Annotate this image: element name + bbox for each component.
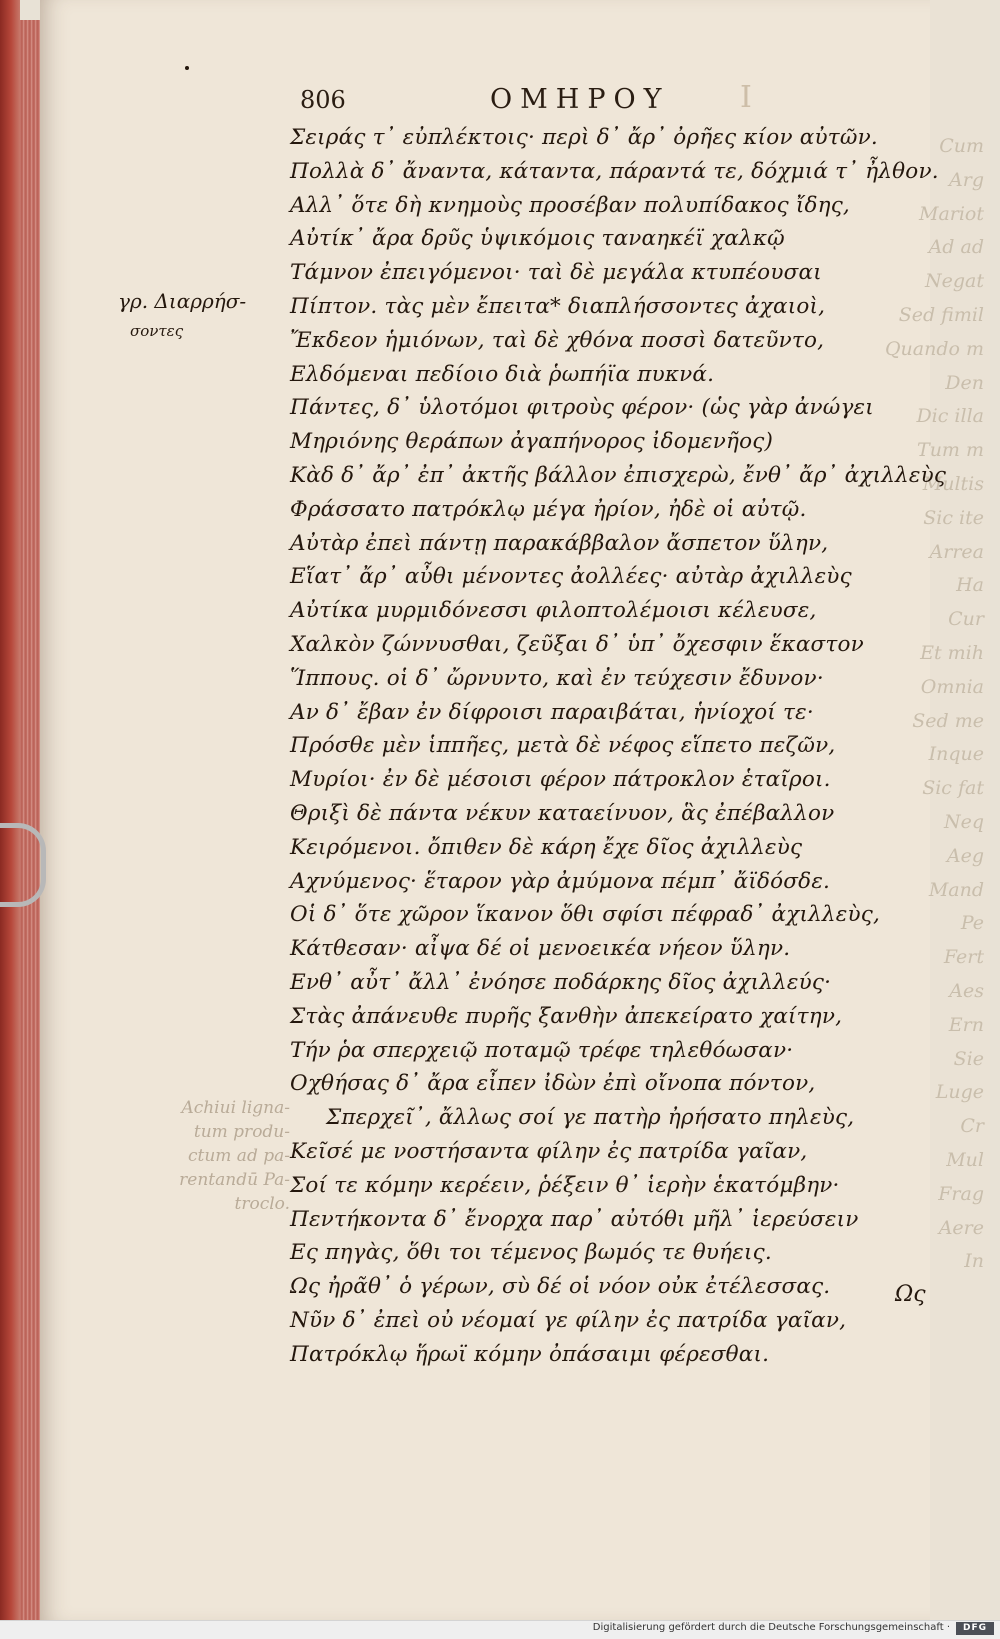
verse-line: Αὐτίκα μυρμιδόνεσσι φιλοπτολέμοισι κέλευσε, [290,598,817,624]
verse-line: Κάτθεσαν· αἶψα δέ οἱ μενοεικέα νήεον ὕλην. [290,936,791,962]
next-page-ghost-word: Negat [925,270,984,293]
verse-line: Τάμνον ἐπειγόμενοι· ταὶ δὲ μεγάλα κτυπέουσαι [290,260,822,286]
catchword: Ως [895,1282,926,1307]
next-page-ghost-word: Sed me [912,709,984,732]
next-page-ghost-word: Sie [953,1047,984,1070]
next-page-ghost-word: Quando m [884,337,984,360]
next-page-ghost-word: Mand [928,878,984,901]
verse-line: Αὐτίκ᾽ ἄρα δρῦς ὑψικόμοις ταναηκέϊ χαλκῷ [290,226,785,252]
verse-line: Πατρόκλῳ ἥρωϊ κόμην ὀπάσαιμι φέρεσθαι. [290,1341,770,1367]
next-page-ghost-word: Aeg [946,844,984,867]
verse-block [290,121,950,1371]
verse-line: Πεντήκοντα δ᾽ ἔνορχα παρ᾽ αὐτόθι μῆλ᾽ ἱερεύσειν [290,1206,859,1232]
next-page-ghost-word: Luge [935,1081,984,1104]
footer-credit: Digitalisierung gefördert durch die Deutsche Forschungsgemeinschaft · [592,1622,950,1633]
next-page-ghost-word: Arg [949,168,984,191]
verse-line: Αλλ᾽ ὅτε δὴ κνημοὺς προσέβαν πολυπίδακος ἴδης, [290,192,850,218]
next-page-ghost-word: Neq [943,811,984,833]
verse-line: Σοί τε κόμην κερέειν, ῥέξειν θ᾽ ἱερὴν ἑκατόμβην· [290,1172,840,1198]
next-page-ghost-word: Sic fat [922,777,984,800]
verse-line: Φράσσατο πατρόκλῳ μέγα ἠρίον, ἠδὲ οἱ αὐτῷ. [290,496,807,522]
verse-line: Αὐτὰρ ἐπεὶ πάντῃ παρακάββαλον ἄσπετον ὕλην, [290,530,829,556]
verse-line: Οἱ δ᾽ ὅτε χῶρον ἵκανον ὅθι σφίσι πέφραδ᾽ ἀχιλλεὺς, [290,902,881,928]
verse-line: Εἵατ᾽ ἄρ᾽ αὖθι μένοντες ἀολλέες· αὐτὰρ ἀχιλλεὺς [290,564,852,590]
margin-note-latin-line: tum produ- [193,1122,290,1142]
next-page-ghost-word: Ern [948,1013,984,1036]
verse-line: Αν δ᾽ ἔβαν ἐν δίφροισι παραιβάται, ἡνίοχοί τε· [290,699,814,725]
verse-line: Νῦν δ᾽ ἐπεὶ οὐ νέομαί γε φίλην ἐς πατρίδα γαῖαν, [290,1307,847,1333]
verse-line: Σειράς τ᾽ εὐπλέκτοις· περὶ δ᾽ ἄρ᾽ ὀρῆες κίον αὐτῶν. [290,125,878,150]
verse-line: Πίπτον. τὰς μὲν ἔπειτα* διαπλήσσοντες ἀχαιοὶ, [290,293,826,319]
next-page-ghost-word: Sic ite [923,506,984,529]
margin-note-greek-line: γρ. Διαρρήσ- [118,289,247,313]
next-page-ghost-word: Arrea [929,540,984,563]
page-header [300,80,950,126]
verse-line: Πρόσθε μὲν ἱππῆες, μετὰ δὲ νέφος εἵπετο πεζῶν, [290,733,836,759]
margin-note-latin-line: rentandū Pa- [179,1170,290,1190]
verse-line: Κεῖσέ με νοστήσαντα φίλην ἐς πατρίδα γαῖαν, [290,1138,808,1164]
next-page-ghost-word: Mul [946,1149,984,1171]
next-page-ghost-word: Et mih [920,642,984,664]
next-page-ghost-word: Sed fimil [898,304,984,326]
next-page-ghost-word: Cur [948,608,984,631]
next-page-ghost-word: Cum [939,135,984,157]
margin-note-latin [140,1096,290,1216]
ink-dot [185,66,189,70]
next-page-ghost-word: Frag [938,1182,984,1205]
margin-note-latin-line: troclo. [234,1194,290,1214]
verse-line: Κὰδ δ᾽ ἄρ᾽ ἐπ᾽ ἀκτῆς βάλλον ἐπισχερὼ, ἔνθ᾽ ἄρ᾽ ἀχιλλεὺς [290,462,947,488]
next-page-ghost-word: Cr [960,1115,984,1138]
margin-note-latin-line: Achiui ligna- [181,1098,290,1118]
verse-line: Μηριόνης θεράπων ἀγαπήνορος ἰδομενῆος) [290,429,774,455]
next-page-ghost-word: Pe [960,912,984,935]
next-page-ghost-word: Inque [928,743,984,766]
next-page-ghost-word: Aes [949,980,984,1002]
verse-line: Πολλὰ δ᾽ ἄναντα, κάταντα, πάραντά τε, δόχμιά τ᾽ ἦλθον. [290,158,939,184]
verse-line: Κειρόμενοι. ὄπιθεν δὲ κάρη ἔχε δῖος ἀχιλλεὺς [290,834,803,860]
verse-line: Ες πηγὰς, ὅθι τοι τέμενος βωμός τε θυήεις. [290,1240,772,1266]
verse-line: Οχθήσας δ᾽ ἄρα εἶπεν ἰδὼν ἐπὶ οἴνοπα πόντον, [290,1071,816,1097]
margin-note-greek [118,286,288,346]
running-title: ΟΜΗΡΟΥ [490,84,670,115]
page-clip [0,823,46,907]
bleed-through-initial: Ι [740,80,752,115]
next-page-ghost-word: Multis [922,473,984,495]
book-spine [0,0,20,1620]
next-page-ghost-word: Dic illa [916,405,984,428]
page-number: 806 [300,86,346,114]
verse-line: Ως ἠρᾶθ᾽ ὁ γέρων, σὺ δέ οἱ νόον οὐκ ἐτέλεσσας. [290,1274,831,1300]
verse-line: Ἵππους. οἱ δ᾽ ὤρνυντο, καὶ ἐν τεύχεσιν ἔδυνον· [290,665,824,691]
next-page-ghost-word: Den [945,371,984,394]
verse-line: Θριξὶ δὲ πάντα νέκυν καταείνυον, ἃς ἐπέβαλλον [290,800,835,826]
margin-note-latin-line: ctum ad pa- [187,1146,290,1166]
dfg-logo: DFG [956,1622,994,1635]
next-page-ghost-word: Mariot [918,202,984,225]
verse-line: Τήν ῥα σπερχειῷ ποταμῷ τρέφε τηλεθόωσαν· [290,1037,794,1063]
verse-line: Στὰς ἀπάνευθε πυρῆς ξανθὴν ἀπεκείρατο χαίτην, [290,1003,843,1029]
verse-line: Ελδόμεναι πεδίοιο διὰ ῥωπήϊα πυκνά. [290,361,715,387]
next-page-ghost-word: In [964,1250,984,1273]
next-page-ghost-word: Omnia [920,675,984,698]
page-edges [20,20,42,1620]
verse-line: Πάντες, δ᾽ ὑλοτόμοι φιτροὺς φέρον· (ὡς γὰρ ἀνώγει [290,395,874,421]
verse-line: Σπερχεῖ᾽, ἄλλως σοί γε πατὴρ ἠρήσατο πηλεὺς, [326,1105,855,1131]
next-page-ghost-word: Tum m [917,439,984,462]
verse-line: Αχνύμενος· ἕταρον γὰρ ἀμύμονα πέμπ᾽ ἄϊδόσδε. [290,868,831,894]
next-page-ghost-word: Ad ad [928,236,984,259]
verse-line: Μυρίοι· ἐν δὲ μέσοισι φέρον πάτροκλον ἑταῖροι. [290,767,831,793]
next-page-ghost-word: Fert [943,946,984,969]
verse-line: Ἔκδεον ἡμιόνων, ταὶ δὲ χθόνα ποσσὶ δατεῦντο, [290,327,825,353]
verse-line: Χαλκὸν ζώννυσθαι, ζεῦξαι δ᾽ ὑπ᾽ ὄχεσφιν ἕκαστον [290,631,864,657]
verse-line: Ενθ᾽ αὖτ᾽ ἄλλ᾽ ἐνόησε ποδάρκης δῖος ἀχιλλεύς· [290,969,832,995]
margin-note-greek-line: σοντες [130,322,184,340]
next-page-ghost-word: Aere [938,1216,984,1239]
next-page-ghost-word: Ha [956,574,984,597]
